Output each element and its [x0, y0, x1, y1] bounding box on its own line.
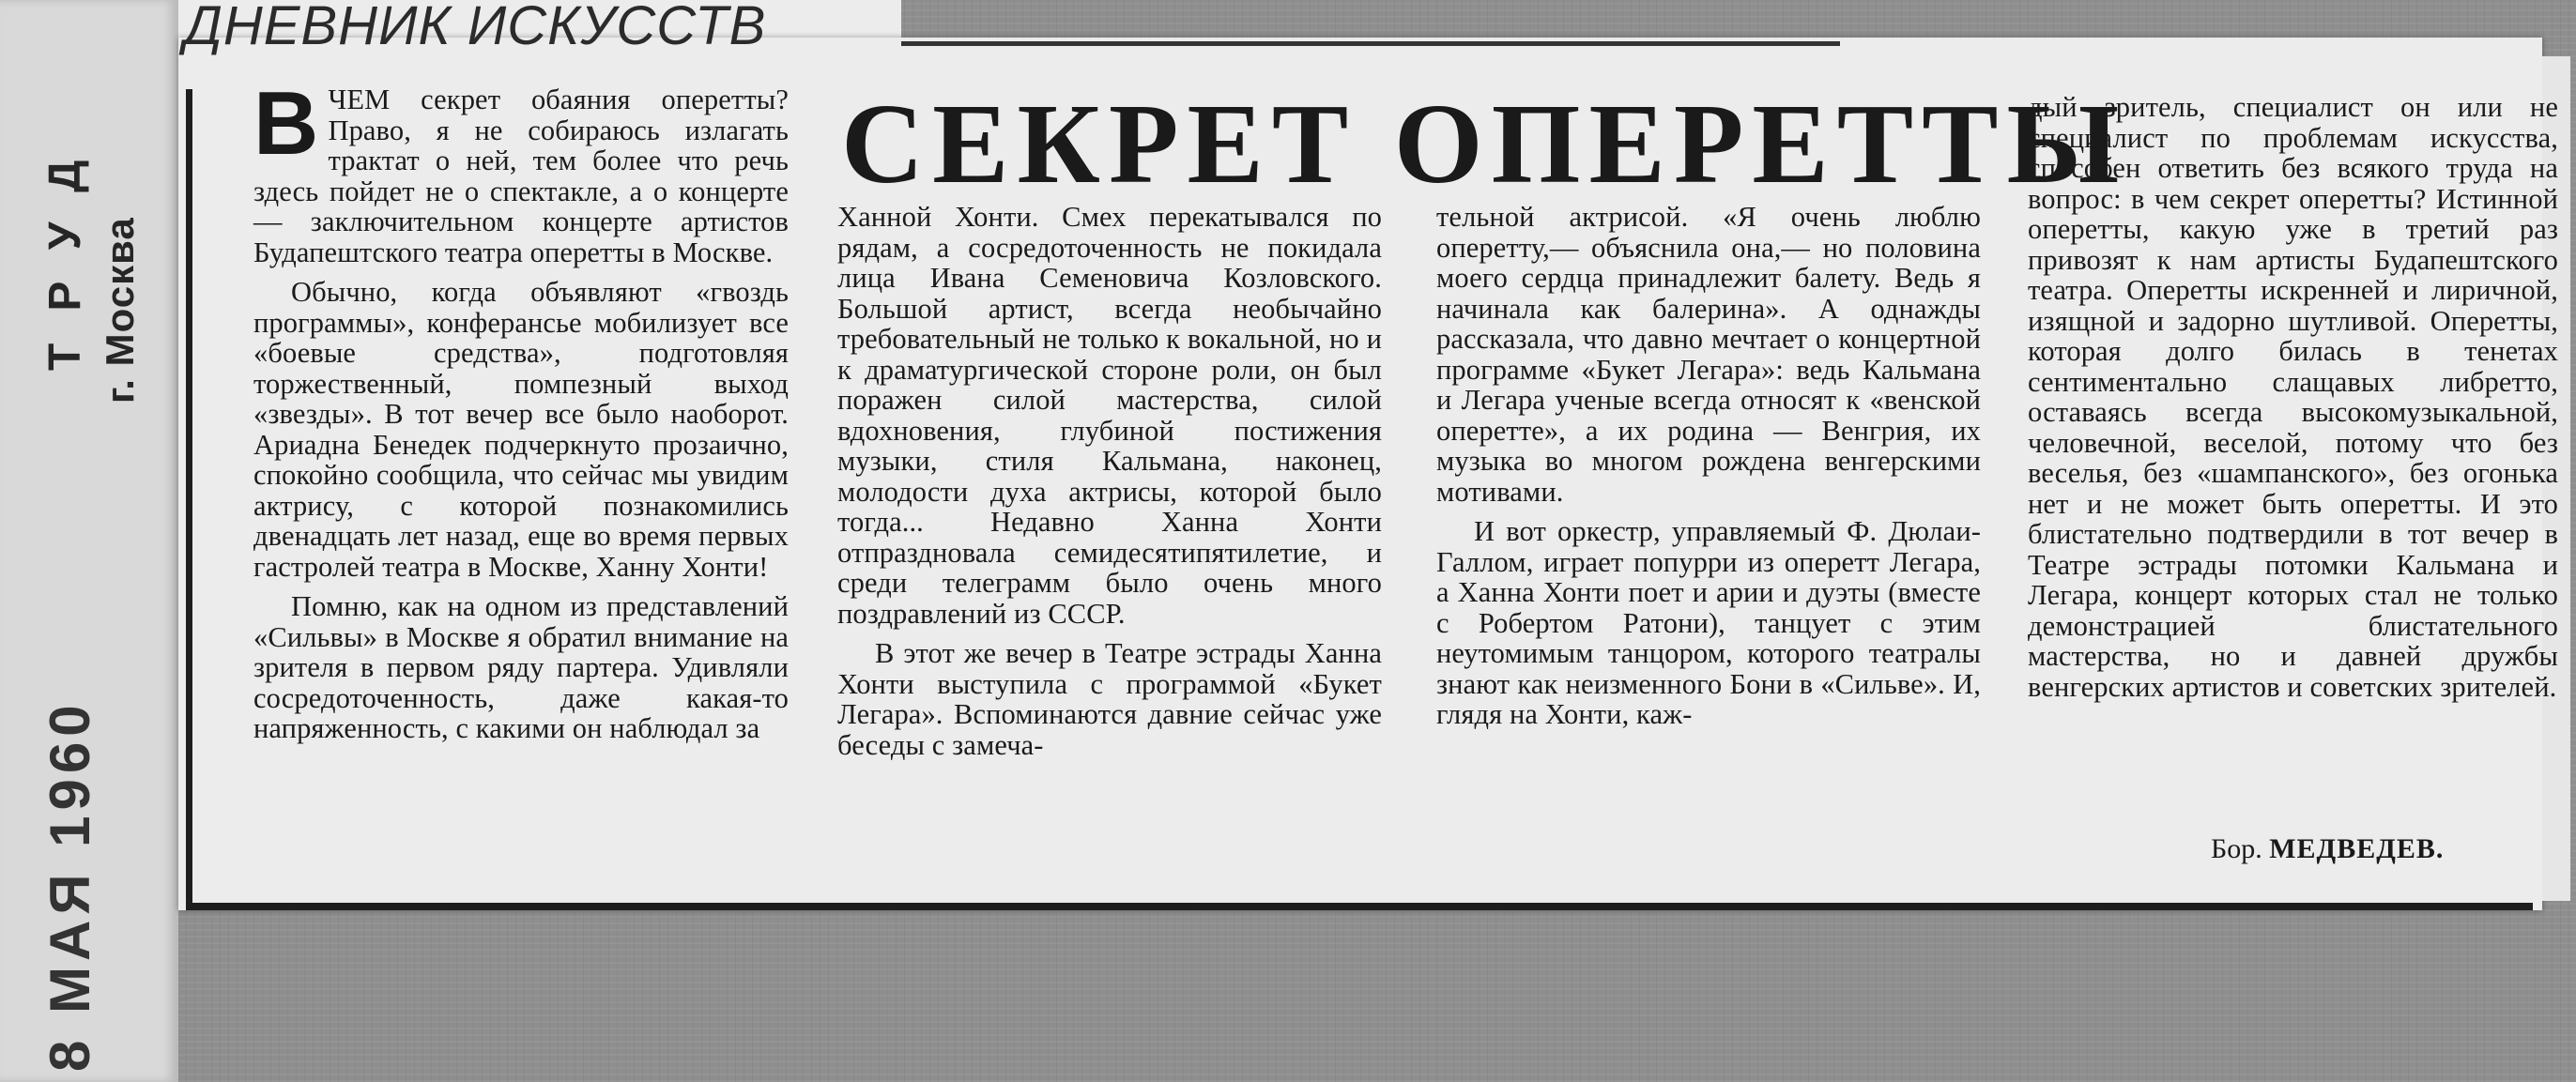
paragraph: Обычно, когда объявляют «гвоздь программы», конферансье мобилизует все «боевые средства», подготовляя торжественный, помпезный выход «звезды». В тот вечер все было наоборот. Ариадна Бенедек подчеркнуто прозаично, спокойно сообщила, что сейчас мы увидим актрису, с которой познакомились двенадцать лет назад, еще во время первых гастролей театра в Москве, Ханну Хонти!: [253, 276, 789, 583]
drop-cap: В: [253, 73, 319, 174]
article-column-1: [253, 73, 789, 744]
article-column-2: [837, 202, 1382, 760]
city-stamp: г. Москва: [98, 217, 142, 404]
paragraph: дый зритель, специалист он или не специалист по проблемам искусства, способен ответить без всякого труда на вопрос: в чем секрет оперетты? Истинной оперетты, какую уже в третий раз привозят к нам артисты Будапештского театра. Оперетты искренней и лиричной, изящной и задорно шутливой. Оперетты, которая долго билась в тенетах сентиментально слащавых либретто, оставаясь всегда высокомузыкальной, человечной, веселой, потому что без веселья, без «шампанского», без огонька нет и не может быть оперетты. И это блистательно подтвердили в тот вечер в Театре эстрады потомки Кальмана и Легара, концерт которых стал не только демонстрацией блистательного мастерства, но и давней дружбы венгерских артистов и советских зрителей.: [2028, 91, 2558, 703]
paragraph: В этот же вечер в Театре эстрады Ханна Хонти выступила с программой «Букет Легара». Вспоминаются давние сейчас уже беседы с замеча-: [837, 637, 1382, 761]
frame-rule-top: [901, 41, 1840, 46]
frame-rule-bottom: [186, 903, 2533, 910]
paragraph: И вот оркестр, управляемый Ф. Дюлаи-Галлом, играет попурри из оперетт Легара, а Ханна Хонти поет и арии и дуэты (вместе с Робертом Ратони), танцует с этим неутомимым танцором, которого театралы знают как неизменного Бони в «Сильве». И, глядя на Хонти, каж-: [1436, 515, 1981, 730]
paragraph: Ханной Хонти. Смех перекатывался по рядам, а сосредоточенность не покидала лица Ивана Семеновича Козловского. Большой артист, всегда необычайно требовательный не только к вокальной, но и к драматургической стороне роли, он был поражен силой мастерства, силой вдохновения, глубиной постижения музыки, стиля Кальмана, наконец, молодости духа актрисы, которой было тогда... Недавно Ханна Хонти отпраздновала семидесятипятилетие, и среди телеграмм было очень много поздравлений из СССР.: [837, 201, 1382, 630]
article-headline: СЕКРЕТ ОПЕРЕТТЫ: [841, 81, 2128, 207]
frame-rule-left: [186, 89, 192, 910]
author-initials: Бор.: [2211, 833, 2262, 864]
author-surname: МЕДВЕДЕВ.: [2269, 833, 2445, 864]
article-column-4: [2028, 92, 2558, 702]
date-stamp: 8 МАЯ 1960: [38, 699, 101, 1072]
paragraph: Помню, как на одном из представлений «Сильвы» в Москве я обратил внимание на зрителя в первом ряду партера. Удивляли сосредоточенность, даже какая-то напряженность, с какими он наблюдал за: [253, 590, 789, 744]
article-column-3: [1436, 202, 1981, 730]
paragraph: тельной актрисой. «Я очень люблю оперетту,— объяснила она,— но половина моего сердца принадлежит балету. Ведь я начинала как балерина». А однажды рассказала, что давно мечтает о концертной программе «Букет Легара»: ведь Кальмана и Легара ученые всегда относят к «венской оперетте», а их родина — Венгрия, их музыка во многом рождена венгерскими мотивами.: [1436, 201, 1981, 508]
paragraph: [253, 73, 789, 268]
rubric-title: ДНЕВНИК ИСКУССТВ: [184, 0, 767, 56]
archive-stamp-strip: [0, 0, 178, 1082]
newspaper-name-stamp: ТРУД: [40, 128, 90, 371]
paragraph-text: ЧЕМ секрет обаяния оперетты? Право, я не собираюсь излагать трактат о ней, тем более что речь здесь пойдет не о спектакле, а о концерте — заключительном концерте артистов Будапештского театра оперетты в Москве.: [253, 84, 789, 268]
author-signature: [2211, 833, 2444, 865]
